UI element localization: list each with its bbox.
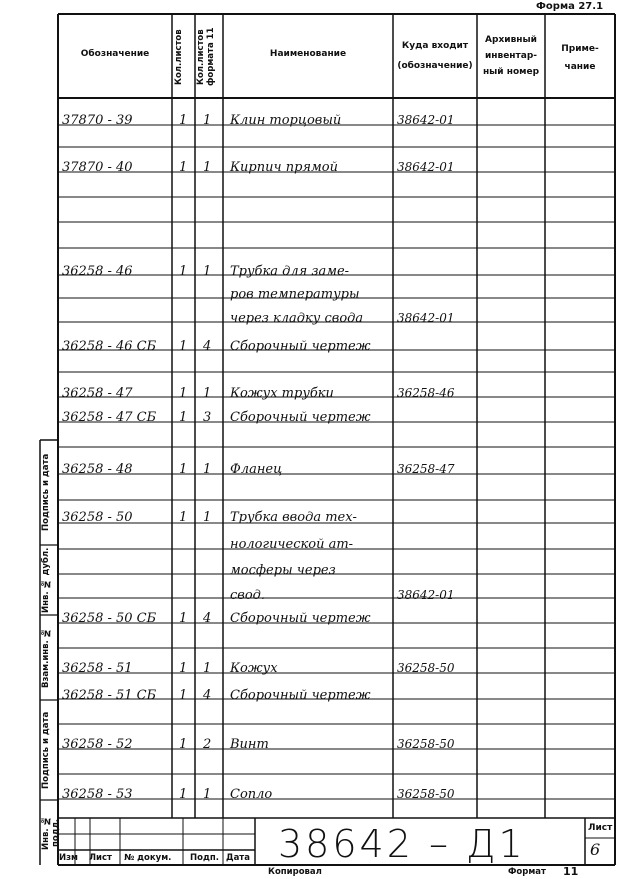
footer-format-label: Формат [508,867,546,877]
row-sheet-count: 1 [179,462,188,477]
row-sheet-format: 1 [203,510,212,525]
row-where-used: 36258-50 [397,787,455,801]
row-sheet-count: 1 [179,787,188,802]
row-where-used: 38642-01 [397,311,455,325]
header-archive-line3: ный номер [482,67,540,77]
row-sheet-format: 1 [203,661,212,676]
row-sheet-count: 1 [179,611,188,626]
row-sheet-count: 1 [179,737,188,752]
row-name: Клин торцовый [230,113,342,128]
row-where-used: 36258-47 [397,462,455,476]
row-sheet-format: 1 [203,787,212,802]
row-sheet-count: 1 [179,510,188,525]
header-archive [477,32,545,80]
header-note-line2: чание [564,62,596,72]
row-sheet-format: 1 [203,462,212,477]
row-designation: 36258 - 46 СБ [62,339,157,354]
row-designation: 36258 - 51 СБ [62,688,157,703]
footer-podp: Подп. [190,853,219,863]
row-name: через кладку свода [230,311,364,326]
footer-doc-no: № докум. [124,853,172,863]
row-name: Трубка для заме- [230,264,350,279]
header-where-used-line1: Куда входит [401,41,469,51]
row-name: нологической ат- [230,537,354,552]
row-designation: 36258 - 48 [62,462,133,477]
row-sheet-format: 2 [203,737,212,752]
row-sheet-format: 1 [203,386,212,401]
row-name: свод. [230,588,266,603]
row-name: Винт [230,737,269,752]
row-name: Кожух трубки [230,386,334,401]
row-designation: 36258 - 47 СБ [62,410,157,425]
footer-data: Дата [226,853,250,863]
row-name: Фланец [230,462,283,477]
footer-format-value: 11 [563,865,579,878]
row-name: Сборочный чертеж [230,611,371,626]
row-where-used: 38642-01 [397,588,455,602]
row-designation: 36258 - 50 СБ [62,611,157,626]
row-designation: 36258 - 53 [62,787,133,802]
document-number: 38642 – Д1 [278,822,526,866]
row-sheet-format: 1 [203,264,212,279]
row-sheet-format: 3 [203,410,212,425]
row-designation: 37870 - 39 [62,113,133,128]
row-designation: 36258 - 51 [62,661,133,676]
header-archive-line1: Архивный [485,35,537,45]
row-sheet-count: 1 [179,160,188,175]
row-sheet-format: 4 [203,611,212,626]
row-sheet-count: 1 [179,688,188,703]
row-name: ров температуры [230,287,360,302]
side-label-replace-inv: Взам.инв. № [41,627,51,688]
row-designation: 36258 - 52 [62,737,133,752]
side-label-inv-original: Инв. № подл. [41,815,61,850]
header-sheets-format: Кол.листов формата 11 [196,27,216,87]
header-note [545,40,615,76]
header-name: Наименование [269,49,347,59]
header-sheets-count: Кол.листов [174,29,184,85]
row-designation: 37870 - 40 [62,160,133,175]
row-sheet-count: 1 [179,410,188,425]
header-archive-line2: инвентар- [484,51,537,61]
header-where-used-line2: (обозначение) [397,61,473,71]
row-sheet-count: 1 [179,264,188,279]
footer-list: Лист [89,853,112,863]
row-name: Сопло [230,787,273,802]
row-sheet-format: 1 [203,113,212,128]
row-name: Сборочный чертеж [230,339,371,354]
side-label-signature-date-top: Подпись и дата [41,453,51,532]
row-name: мосферы через [230,563,336,578]
header-designation: Обозначение [80,49,150,59]
sheet-value: 6 [590,840,601,859]
row-designation: 36258 - 47 [62,386,133,401]
row-sheet-count: 1 [179,113,188,128]
row-name: Сборочный чертеж [230,410,371,425]
header-where-used [393,40,477,72]
form-label: Форма 27.1 [536,1,604,12]
footer-izm: Изм [59,853,79,863]
row-sheet-count: 1 [179,339,188,354]
row-designation: 36258 - 46 [62,264,133,279]
sheet-label: Лист [588,823,613,833]
row-name: Сборочный чертеж [230,688,371,703]
row-where-used: 36258-46 [397,386,455,400]
row-name: Трубка ввода тех- [230,510,357,525]
row-where-used: 36258-50 [397,661,455,675]
row-name: Кожух [230,661,278,676]
row-sheet-count: 1 [179,386,188,401]
row-sheet-format: 1 [203,160,212,175]
row-sheet-count: 1 [179,661,188,676]
side-label-inv-dup: Инв. № дубл. [41,547,51,613]
row-where-used: 38642-01 [397,160,455,174]
row-name: Кирпич прямой [230,160,338,175]
side-label-signature-date-bottom: Подпись и дата [41,711,51,789]
row-designation: 36258 - 50 [62,510,133,525]
row-where-used: 38642-01 [397,113,455,127]
row-where-used: 36258-50 [397,737,455,751]
header-note-line1: Приме- [561,44,599,54]
footer-copied: Копировал [268,867,322,877]
row-sheet-format: 4 [203,339,212,354]
row-sheet-format: 4 [203,688,212,703]
